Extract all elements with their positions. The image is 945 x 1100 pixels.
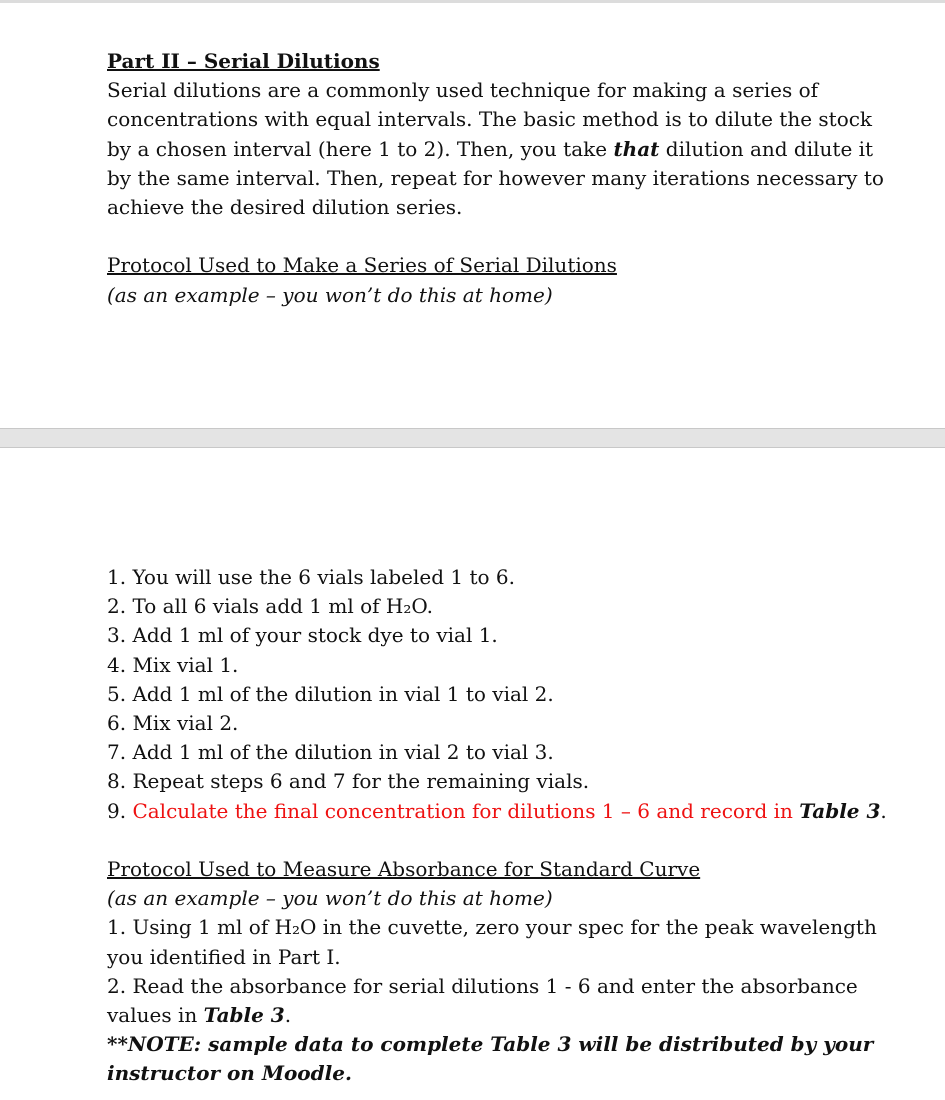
moodle-note: **NOTE: sample data to complete Table 3 will be distributed by your instructor on Moodle. <box>107 1032 874 1086</box>
protocol-2-step-1: 1. Using 1 ml of H₂O in the cuvette, zero your spec for the peak wavelength you identified in Part I. <box>107 915 877 969</box>
protocol-2-step-2-table-ref: Table 3 <box>203 1003 285 1028</box>
protocol-2-step-2 <box>107 972 897 1030</box>
page-break <box>0 428 945 448</box>
step-item: 8. Repeat steps 6 and 7 for the remaining vials. <box>107 769 590 794</box>
page-2-content <box>107 563 897 1089</box>
step-item: 1. You will use the 6 vials labeled 1 to 6. <box>107 565 515 589</box>
document-page-2 <box>0 448 945 1100</box>
step-item: 5. Add 1 ml of the dilution in vial 1 to vial 2. <box>107 681 554 706</box>
blank-line <box>107 222 897 251</box>
step-item: 3. Add 1 ml of your stock dye to vial 1. <box>107 623 498 648</box>
protocol-2-step-2-text: 2. Read the absorbance for serial dilutions 1 - 6 and enter the absorbance values in <box>107 973 858 1028</box>
protocol-2-step-2-end: . <box>284 1003 292 1028</box>
blank-line <box>107 826 897 855</box>
step-9-red-text: Calculate the final concentration for dilutions 1 – 6 and record in <box>132 798 800 823</box>
step-9 <box>107 797 897 826</box>
step-item: 4. Mix vial 1. <box>107 652 239 677</box>
intro-text-part1: Serial dilutions are a commonly used technique for making a series of concentrations with equal intervals. The basic method is to dilute the stock by a chosen interval (here 1 to 2). Then, you take <box>107 78 873 161</box>
protocol-2-note: (as an example – you won’t do this at home) <box>107 886 553 911</box>
step-9-end: . <box>880 798 887 823</box>
protocol-1-note: (as an example – you won’t do this at home) <box>107 282 553 307</box>
intro-paragraph <box>107 76 897 222</box>
intro-emphasis: that <box>613 136 660 161</box>
step-item: 6. Mix vial 2. <box>107 711 239 736</box>
page-1-content <box>107 47 897 310</box>
document-page-1 <box>0 0 945 428</box>
step-item: 2. To all 6 vials add 1 ml of H₂O. <box>107 594 433 619</box>
step-9-number: 9. <box>107 798 133 823</box>
step-item: 7. Add 1 ml of the dilution in vial 2 to vial 3. <box>107 740 554 765</box>
section-heading: Part II – Serial Dilutions <box>107 49 380 73</box>
protocol-1-title: Protocol Used to Make a Series of Serial Dilutions <box>107 253 617 278</box>
protocol-2-title: Protocol Used to Measure Absorbance for Standard Curve <box>107 857 701 882</box>
intro-text-part2: dilution and dilute it by the same interval. Then, repeat for however many iterations necessary to achieve the desired dilution series. <box>107 136 884 220</box>
step-9-table-ref: Table 3 <box>799 798 881 823</box>
